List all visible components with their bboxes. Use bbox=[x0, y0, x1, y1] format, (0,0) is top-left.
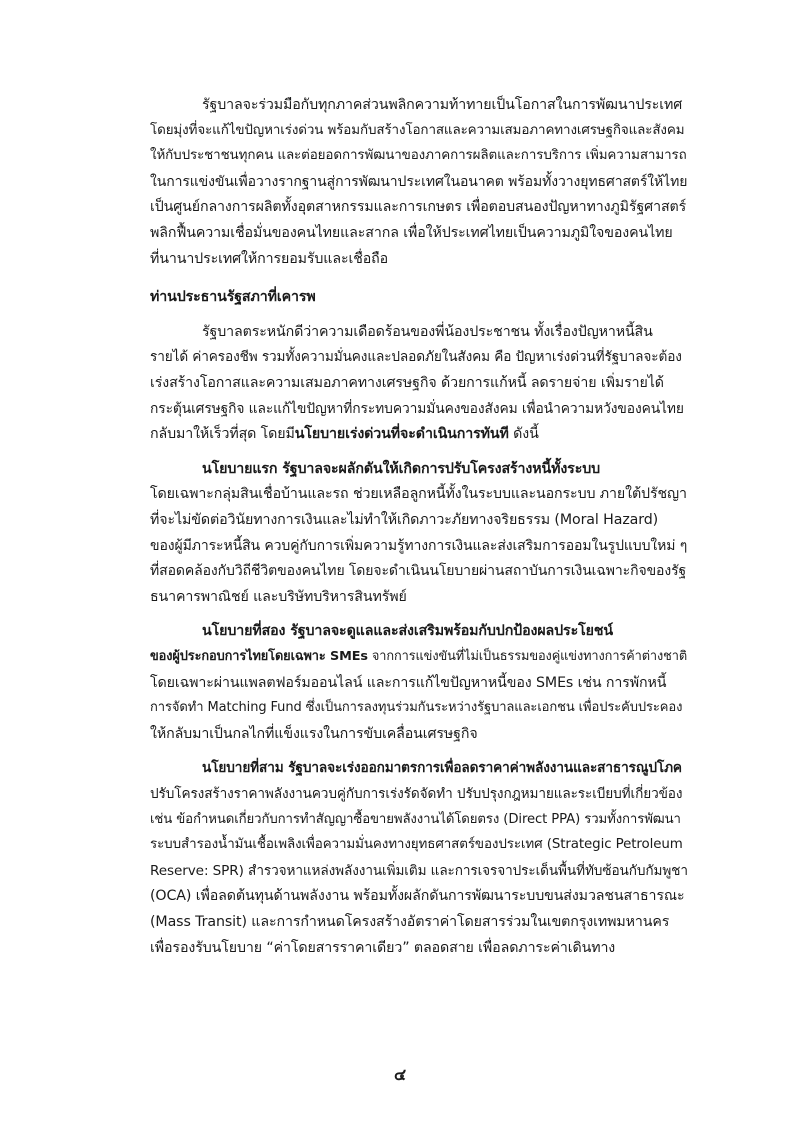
page-number: ๔ bbox=[393, 1065, 407, 1084]
paragraph-line: รายได้ ค่าครองชีพ รวมทั้งความมั่นคงและปลอดภัยในสังคม คือ ปัญหาเร่งด่วนที่รัฐบาลจะต้อง bbox=[150, 349, 682, 365]
paragraph-line: พลิกฟื้นความเชื่อมั่นของคนไทยและสากล เพื่อให้ประเทศไทยเป็นความภูมิใจของคนไทย bbox=[150, 225, 673, 241]
policy-3-heading: นโยบายที่สาม รัฐบาลจะเร่งออกมาตรการเพื่อลดราคาค่าพลังงานและสาธารณูปโภค bbox=[202, 760, 682, 776]
paragraph-line: กระตุ้นเศรษฐกิจ และแก้ไขปัญหาที่กระทบความมั่นคงของสังคม เพื่อนำความหวังของคนไทย bbox=[150, 401, 684, 417]
paragraph-line bbox=[150, 421, 688, 447]
paragraph-line: เป็นศูนย์กลางการผลิตทั้งอุตสาหกรรมและการเกษตร เพื่อตอบสนองปัญหาทางภูมิรัฐศาสตร์ bbox=[150, 199, 687, 215]
paragraph-line: โดยมุ่งที่จะแก้ไขปัญหาเร่งด่วน พร้อมกับสร้างโอกาสและความเสมอภาคทางเศรษฐกิจและสังคม bbox=[150, 123, 685, 138]
paragraph-line bbox=[150, 644, 688, 670]
emphasis-text: นโยบายเร่งด่วนที่จะดำเนินการทันที bbox=[294, 426, 509, 442]
paragraph-line: รัฐบาลตระหนักดีว่าความเดือดร้อนของพี่น้องประชาชน ทั้งเรื่องปัญหาหนี้สิน bbox=[202, 324, 653, 340]
policy-1-heading: นโยบายแรก รัฐบาลจะผลักดันให้เกิดการปรับโครงสร้างหนี้ทั้งระบบ bbox=[202, 461, 601, 477]
paragraph-text: ดังนี้ bbox=[508, 426, 539, 442]
paragraph-line: ที่นานาประเทศให้การยอมรับและเชื่อถือ bbox=[150, 251, 389, 267]
paragraph-text: จากการแข่งขันที่ไม่เป็นธรรมของคู่แข่งทางการค้าต่างชาติ bbox=[367, 649, 688, 664]
paragraph-line: ที่จะไม่ขัดต่อวินัยทางการเงินและไม่ทำให้เกิดภาวะภัยทางจริยธรรม (Moral Hazard) bbox=[150, 512, 659, 528]
paragraph-line: เช่น ข้อกำหนดเกี่ยวกับการทำสัญญาซื้อขายพลังงานได้โดยตรง (Direct PPA) รวมทั้งการพัฒนา bbox=[150, 812, 681, 827]
paragraph-line: ธนาคารพาณิชย์ และบริษัทบริหารสินทรัพย์ bbox=[150, 589, 407, 605]
paragraph-line: โดยเฉพาะผ่านแพลตฟอร์มออนไลน์ และการแก้ไขปัญหาหนี้ของ SMEs เช่น การพักหนี้ bbox=[150, 675, 667, 691]
policy-2-heading: นโยบายที่สอง รัฐบาลจะดูแลและส่งเสริมพร้อมกับปกป้องผลประโยชน์ bbox=[202, 623, 613, 639]
emphasis-text: ของผู้ประกอบการไทยโดยเฉพาะ SMEs bbox=[150, 649, 368, 664]
paragraph-line: (OCA) เพื่อลดต้นทุนด้านพลังงาน พร้อมทั้งผลักดันการพัฒนาระบบขนส่งมวลชนสาธารณะ bbox=[150, 888, 685, 904]
paragraph-line: ให้กับประชาชนทุกคน และต่อยอดการพัฒนาของภาคการผลิตและการบริการ เพิ่มความสามารถ bbox=[150, 148, 687, 163]
paragraph-text: กลับมาให้เร็วที่สุด โดยมี bbox=[150, 426, 295, 442]
paragraph-line: รัฐบาลจะร่วมมือกับทุกภาคส่วนพลิกความท้าทายเป็นโอกาสในการพัฒนาประเทศ bbox=[202, 97, 683, 113]
paragraph-line: โดยเฉพาะกลุ่มสินเชื่อบ้านและรถ ช่วยเหลือลูกหนี้ทั้งในระบบและนอกระบบ ภายใต้ปรัชญา bbox=[150, 486, 687, 502]
paragraph-line: ปรับโครงสร้างราคาพลังงานควบคู่กับการเร่งรัดจัดทำ ปรับปรุงกฎหมายและระเบียบที่เกี่ยวข้อง bbox=[150, 786, 683, 802]
paragraph-line: (Mass Transit) และการกำหนดโครงสร้างอัตราค่าโดยสารร่วมในเขตกรุงเทพมหานคร bbox=[150, 914, 670, 930]
paragraph-line: ระบบสำรองน้ำมันเชื้อเพลิงเพื่อความมั่นคงทางยุทธศาสตร์ของประเทศ (Strategic Petroleum bbox=[150, 837, 683, 852]
paragraph-line: การจัดทำ Matching Fund ซึ่งเป็นการลงทุนร่วมกันระหว่างรัฐบาลและเอกชน เพื่อประคับประคอง bbox=[150, 700, 683, 715]
paragraph-line: เพื่อรองรับนโยบาย “ค่าโดยสารราคาเดียว” ตลอดสาย เพื่อลดภาระค่าเดินทาง bbox=[150, 940, 616, 956]
paragraph-line: Reserve: SPR) สำรวจหาแหล่งพลังงานเพิ่มเติม และการเจรจาประเด็นพื้นที่ทับซ้อนกับกัมพูชา bbox=[150, 863, 688, 879]
paragraph-line: ให้กลับมาเป็นกลไกที่แข็งแรงในการขับเคลื่อนเศรษฐกิจ bbox=[150, 726, 478, 742]
paragraph-line: ของผู้มีภาระหนี้สิน ควบคู่กับการเพิ่มความรู้ทางการเงินและส่งเสริมการออมในรูปแบบใหม่ ๆ bbox=[150, 538, 688, 554]
paragraph-line: เร่งสร้างโอกาสและความเสมอภาคทางเศรษฐกิจ ด้วยการแก้หนี้ ลดรายจ่าย เพิ่มรายได้ bbox=[150, 375, 664, 391]
paragraph-line: ที่สอดคล้องกับวิถีชีวิตของคนไทย โดยจะดำเนินนโยบายผ่านสถาบันการเงินเฉพาะกิจของรัฐ bbox=[150, 563, 687, 579]
paragraph-line: ในการแข่งขันเพื่อวางรากฐานสู่การพัฒนาประเทศในอนาคต พร้อมทั้งวางยุทธศาสตร์ให้ไทย bbox=[150, 174, 688, 190]
salutation-heading: ท่านประธานรัฐสภาที่เคารพ bbox=[150, 289, 316, 305]
